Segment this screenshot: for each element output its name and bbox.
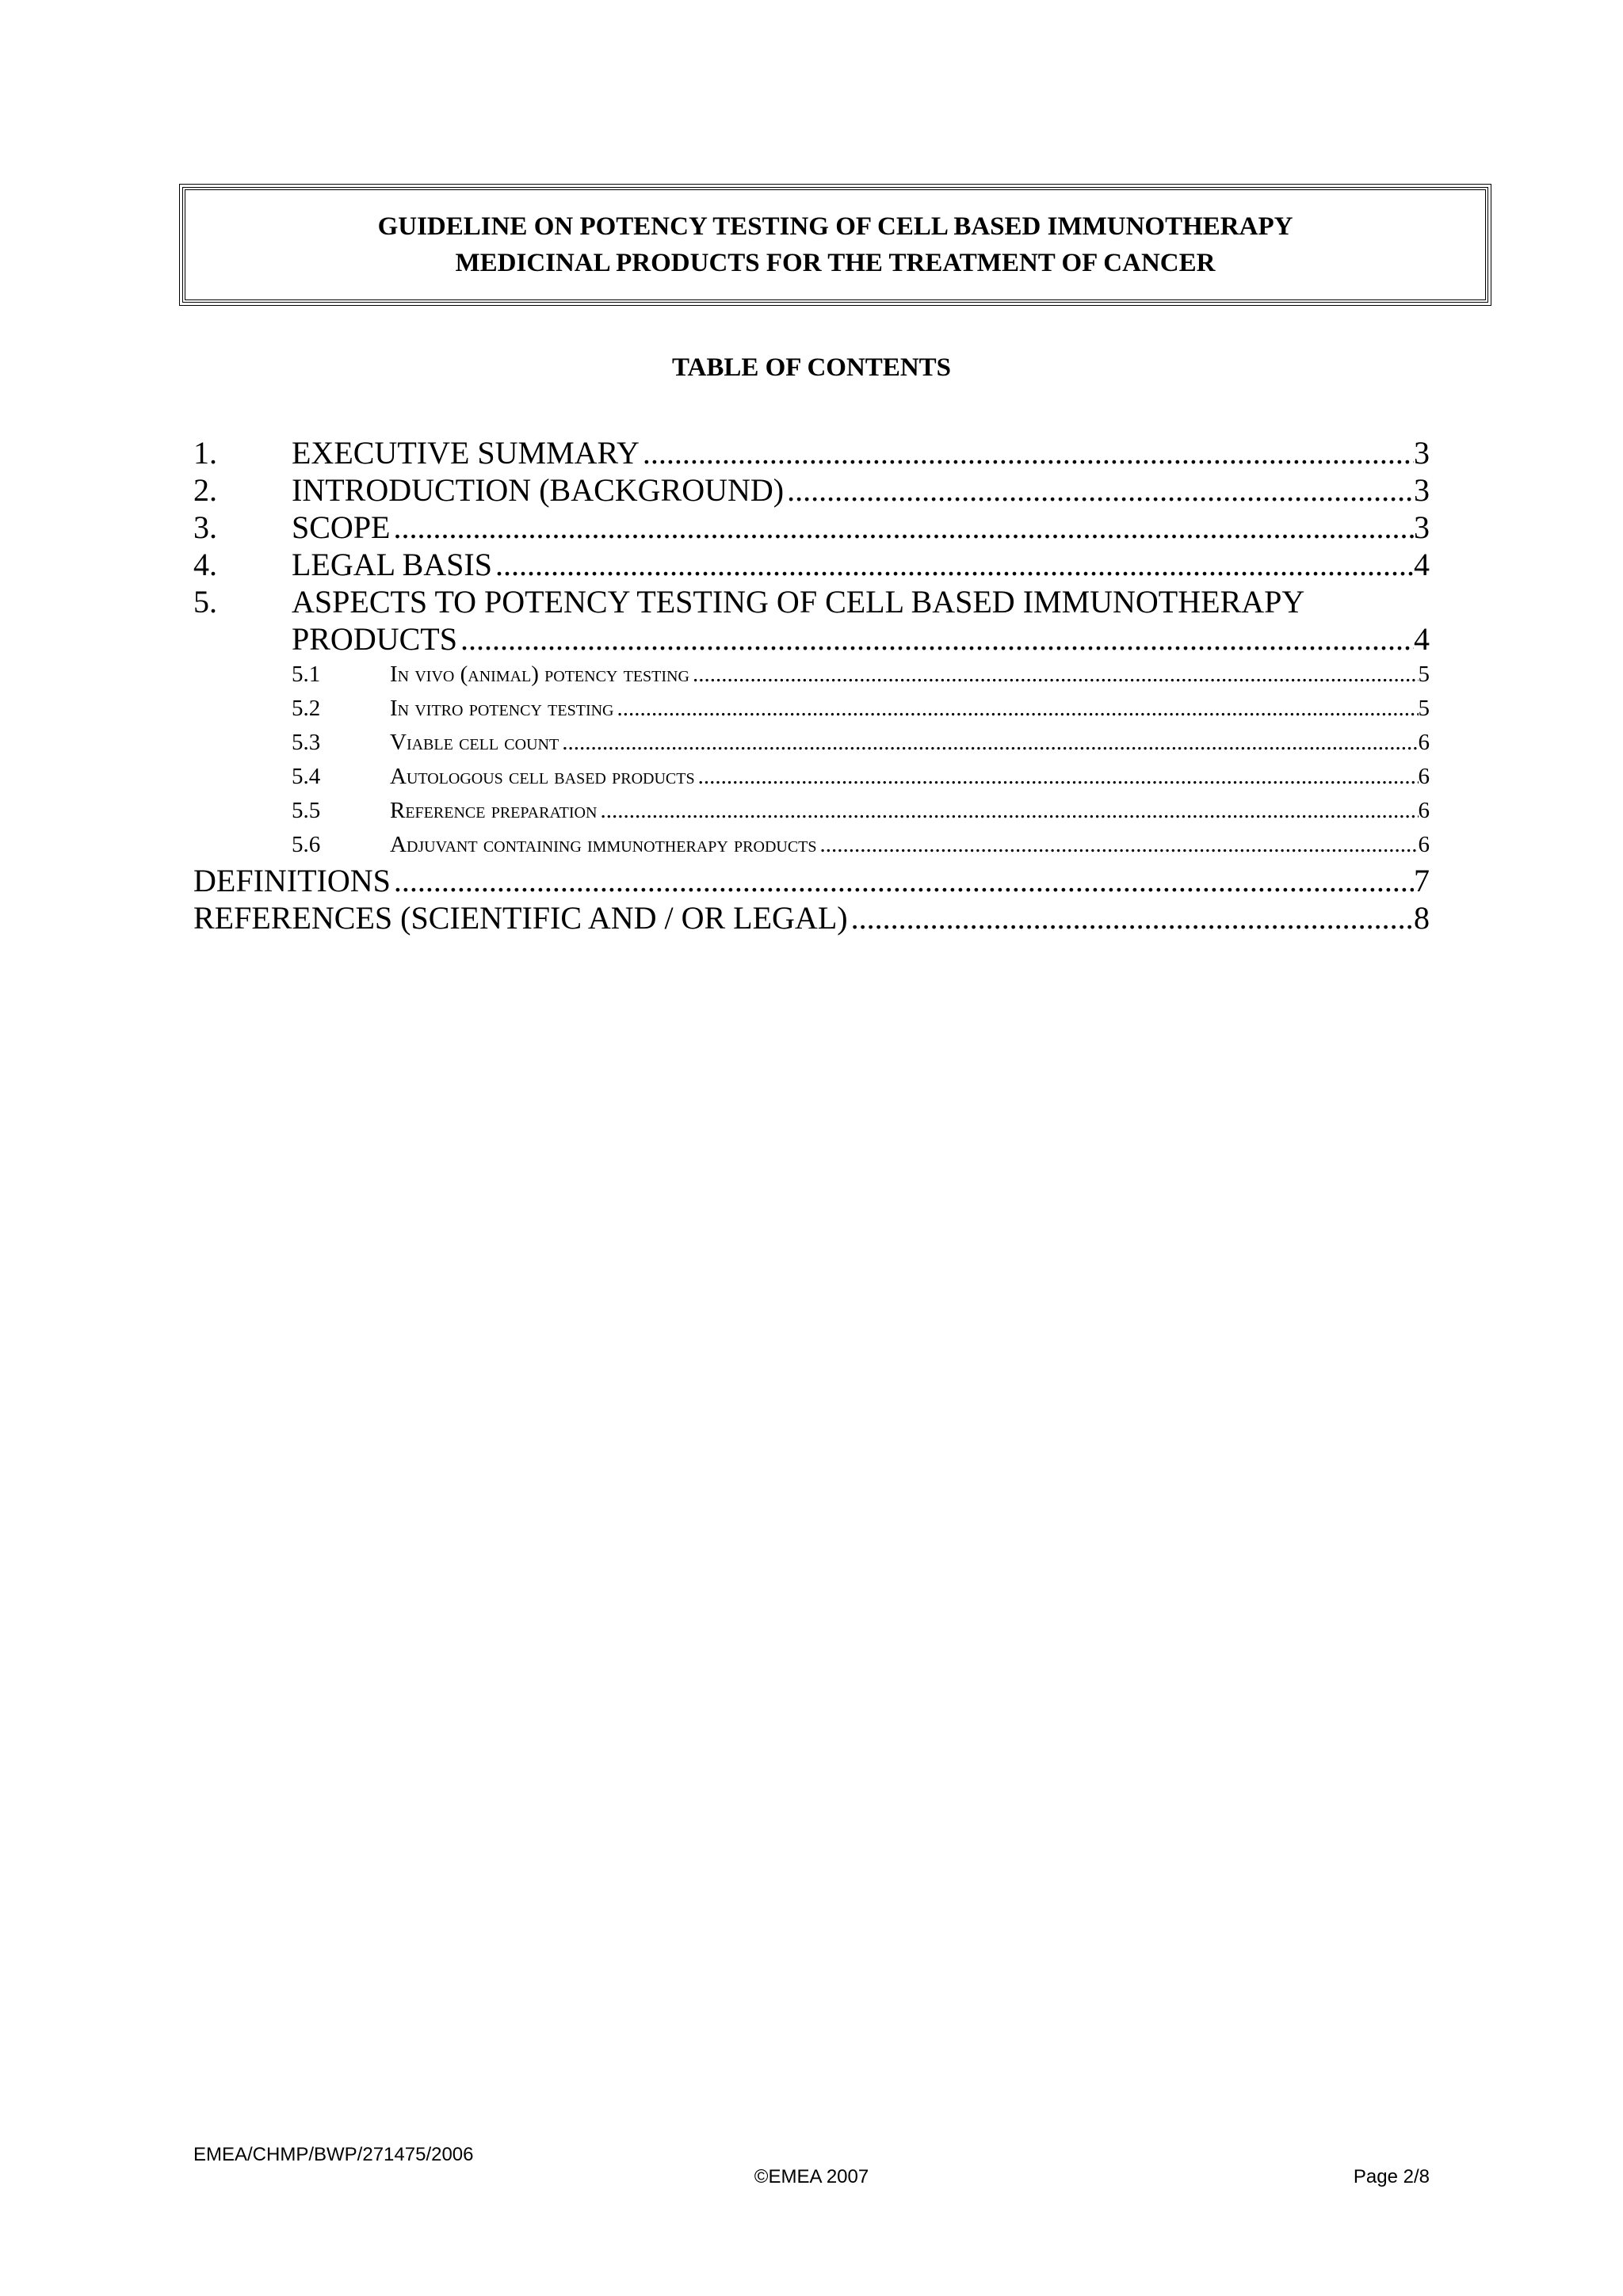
toc-entry-number: 1. — [193, 435, 217, 471]
toc-dot-leader — [597, 794, 1418, 828]
toc-entry-page: 4 — [1414, 621, 1430, 657]
toc-dot-leader — [689, 658, 1419, 692]
toc-dot-leader — [640, 434, 1414, 471]
toc-dot-leader — [784, 471, 1414, 509]
table-of-contents — [193, 434, 1430, 936]
toc-entry-page: 5 — [1418, 696, 1430, 721]
footer-page-number: Page 2/8 — [1353, 2166, 1430, 2187]
toc-entry-page: 6 — [1418, 832, 1430, 857]
toc-entry-number: 5.5 — [292, 798, 321, 823]
toc-entry-page: 8 — [1414, 900, 1430, 936]
toc-dot-leader — [492, 546, 1414, 583]
document-title-line-1: GUIDELINE ON POTENCY TESTING OF CELL BASED IMMUNOTHERAPY — [377, 212, 1293, 241]
toc-entry-title: INTRODUCTION (BACKGROUND) — [292, 472, 785, 508]
toc-entry-title: REFERENCES (SCIENTIFIC AND / OR LEGAL) — [193, 900, 848, 936]
toc-entry-references[interactable] — [193, 899, 1430, 936]
toc-entry-number: 5.1 — [292, 662, 321, 687]
footer-document-reference: EMEA/CHMP/BWP/271475/2006 — [193, 2144, 474, 2165]
toc-entry-title: Reference preparation — [390, 798, 598, 823]
toc-entry-title-continuation: PRODUCTS — [292, 621, 457, 657]
toc-dot-leader — [559, 726, 1418, 760]
toc-entry-title: ASPECTS TO POTENCY TESTING OF CELL BASED IMMUNOTHERAPY — [292, 584, 1305, 620]
toc-entry-title: Adjuvant containing immunotherapy products — [390, 832, 817, 857]
toc-dot-leader — [457, 620, 1414, 658]
toc-entry-number: 5.3 — [292, 730, 321, 755]
document-title-box — [182, 187, 1488, 303]
toc-dot-leader — [391, 862, 1414, 899]
toc-dot-leader — [817, 828, 1419, 862]
toc-entry-number: 5.6 — [292, 832, 321, 857]
toc-entry-number: 5. — [193, 584, 217, 620]
toc-entry-title: LEGAL BASIS — [292, 547, 492, 582]
toc-subentry-5-1[interactable] — [193, 658, 1430, 692]
toc-dot-leader — [391, 509, 1415, 546]
toc-entry-title: Autologous cell based products — [390, 764, 695, 789]
toc-entry-2[interactable] — [193, 471, 1430, 509]
toc-entry-title: EXECUTIVE SUMMARY — [292, 435, 640, 471]
toc-subentry-5-5[interactable] — [193, 794, 1430, 828]
toc-entry-number: 3. — [193, 509, 217, 545]
toc-subentry-5-2[interactable] — [193, 692, 1430, 726]
toc-entry-page: 7 — [1414, 863, 1430, 898]
toc-entry-page: 6 — [1418, 764, 1430, 789]
toc-entry-page: 4 — [1414, 547, 1430, 582]
toc-dot-leader — [614, 692, 1419, 726]
toc-subentry-5-3[interactable] — [193, 726, 1430, 760]
toc-entry-number: 2. — [193, 472, 217, 508]
toc-entry-5-continuation[interactable] — [193, 620, 1430, 658]
toc-entry-page: 5 — [1418, 662, 1430, 687]
footer-copyright: ©EMEA 2007 — [754, 2166, 869, 2187]
toc-entry-page: 3 — [1414, 509, 1430, 545]
toc-entry-definitions[interactable] — [193, 862, 1430, 899]
toc-entry-4[interactable] — [193, 546, 1430, 583]
toc-entry-page: 6 — [1418, 798, 1430, 823]
toc-dot-leader — [695, 760, 1419, 794]
toc-entry-5[interactable] — [193, 583, 1430, 620]
toc-entry-title: In vitro potency testing — [390, 696, 614, 721]
toc-subentry-5-6[interactable] — [193, 828, 1430, 862]
toc-entry-number: 5.4 — [292, 764, 321, 789]
toc-dot-leader — [848, 899, 1414, 936]
toc-subentry-5-4[interactable] — [193, 760, 1430, 794]
toc-entry-page: 3 — [1414, 435, 1430, 471]
toc-entry-title: Viable cell count — [390, 730, 559, 755]
toc-entry-title: DEFINITIONS — [193, 863, 391, 898]
toc-entry-page: 3 — [1414, 472, 1430, 508]
toc-entry-3[interactable] — [193, 509, 1430, 546]
toc-entry-title: In vivo (animal) potency testing — [390, 662, 689, 687]
toc-entry-number: 4. — [193, 547, 217, 582]
toc-entry-number: 5.2 — [292, 696, 321, 721]
toc-entry-title: SCOPE — [292, 509, 391, 545]
document-title-line-2: MEDICINAL PRODUCTS FOR THE TREATMENT OF CANCER — [455, 249, 1216, 277]
toc-entry-page: 6 — [1418, 730, 1430, 755]
toc-heading: TABLE OF CONTENTS — [671, 353, 952, 382]
toc-entry-1[interactable] — [193, 434, 1430, 471]
